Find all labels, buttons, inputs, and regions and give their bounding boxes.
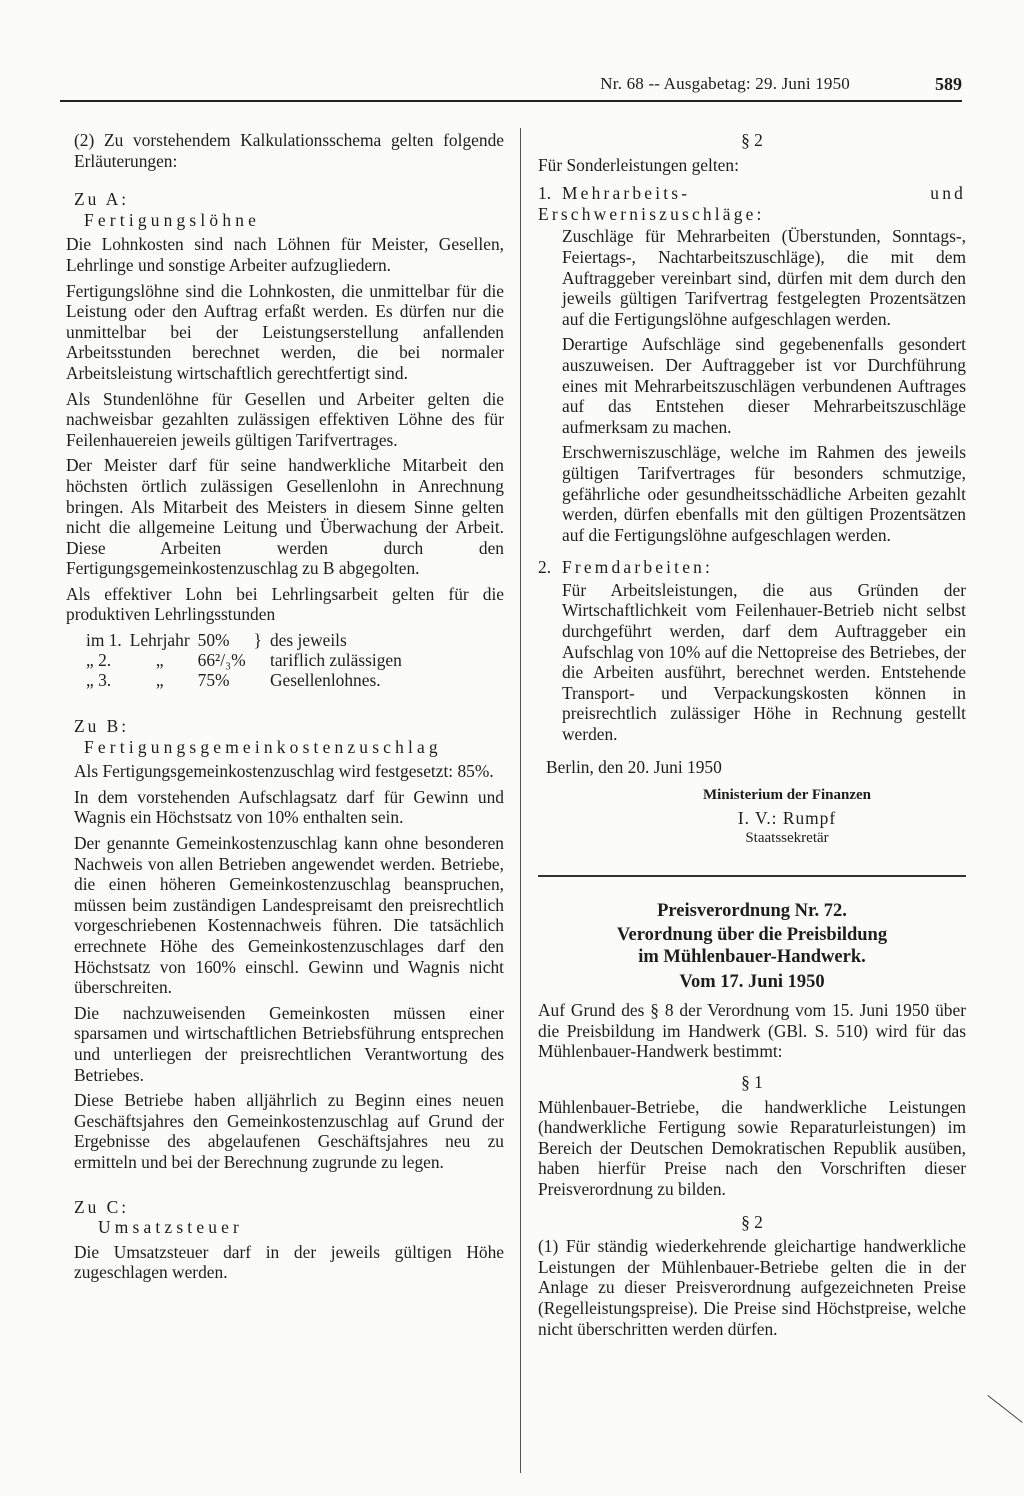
intro-paragraph: (2) Zu vorstehendem Kalkulationsschema gelten folgende Erläuterungen:	[74, 130, 504, 171]
table-cell: „	[155, 650, 164, 671]
paragraph: Auf Grund des § 8 der Verordnung vom 15. Juni 1950 über die Preisbildung im Handwerk (GBl. S. 510) wird für das Mühlenbauer-Handwerk bestimmt:	[538, 1000, 966, 1062]
place-date: Berlin, den 20. Juni 1950	[546, 756, 722, 777]
signer-name: I. V.: Rumpf	[737, 807, 837, 828]
table-cell: im 1.	[86, 630, 122, 651]
paragraph: Die Umsatzsteuer darf in der jeweils gültigen Höhe zugeschlagen werden.	[74, 1241, 504, 1283]
paragraph: Fertigungslöhne sind die Lohnkosten, die unmittelbar für die Leistung oder den Auftrag erfaßt werden. Es dürfen nur die unmittelbar bei der Leistungserstellung anfallenden Arbeitsstunden berechnet werden, die bei normaler Arbeitsleistung wirtschaftlich gerechtfertigt sind.	[66, 280, 504, 383]
paragraph: Als effektiver Lohn bei Lehrlingsarbeit gelten für die produktiven Lehrlingsstunden	[66, 583, 504, 625]
paragraph: In dem vorstehenden Aufschlagsatz darf für Gewinn und Wagnis ein Höchstsatz von 10% enthalten sein.	[74, 786, 504, 828]
paragraph: Als Stundenlöhne für Gesellen und Arbeiter gelten die nachweisbar gezahlten zulässigen effektiven Löhne des für Feilenhauereien jeweils gültigen Tarifvertrages.	[66, 388, 504, 450]
section-a-title: Fertigungslöhne	[84, 209, 261, 230]
ordinance-title: Preisverordnung Nr. 72.	[657, 901, 847, 921]
paragraph: Als Fertigungsgemeinkostenzuschlag wird festgesetzt: 85%.	[74, 761, 494, 782]
section-sign: § 1	[741, 1071, 763, 1092]
table-row	[82, 630, 406, 650]
intro-line: Für Sonderleistungen gelten:	[538, 154, 739, 175]
ordinance-date: Vom 17. Juni 1950	[679, 971, 825, 992]
table-cell: „	[155, 670, 164, 691]
section-b-title: Fertigungsgemeinkostenzuschlag	[84, 736, 442, 757]
paragraph: Diese Betriebe haben alljährlich zu Beginn eines neuen Geschäftsjahres den Gemeinkostenzuschlag auf Grund der Ergebnisse des abgelaufenen Geschäftsjahres neu zu ermitteln und bei der Berechnung zugrunde zu legen.	[74, 1090, 504, 1172]
paragraph: (1) Für ständig wiederkehrende gleichartige handwerkliche Leistungen der Mühlenbauer-Betriebe gelten die in der Anlage zu dieser Preisverordnung aufgezeichneten Preise (Regelleistungspreise). Die Preise sind Höchstpreise, welche nicht überschritten werden dürfen.	[538, 1236, 966, 1339]
item-title: Mehrarbeits- und Erschwerniszuschläge:	[538, 183, 966, 224]
section-separator	[538, 875, 966, 877]
table-cell: 75%	[197, 670, 230, 691]
item-number: 1.	[538, 183, 552, 204]
item-body	[538, 580, 966, 745]
section-sign: § 2	[741, 130, 763, 150]
left-column	[66, 130, 504, 1288]
table-cell: 50%	[197, 630, 230, 651]
table-cell: „ 2.	[86, 650, 112, 671]
section-a-label: Zu A:	[74, 189, 130, 210]
right-column	[538, 130, 966, 1344]
table-cell: des jeweils	[269, 630, 347, 651]
section-c-title: Umsatzsteuer	[98, 1217, 244, 1238]
table-cell: „ 3.	[86, 670, 112, 691]
paragraph: Erschwerniszuschläge, welche im Rahmen des jeweils gültigen Tarifvertrages für besonders schmutzige, gefährliche oder gesundheitsschädliche Arbeiten gezahlt werden, dürfen ebenfalls mit den gültigen Prozentsätzen auf die Fertigungslöhne aufgeschlagen werden.	[562, 442, 966, 545]
table-row	[82, 650, 406, 670]
apprentice-wage-table	[82, 630, 406, 690]
signature-block	[538, 757, 966, 849]
item-number: 2.	[538, 557, 552, 578]
section-b-label: Zu B:	[74, 716, 130, 737]
paragraph: Derartige Aufschläge sind gegebenenfalls gesondert auszuweisen. Der Auftraggeber ist vor Durchführung eines mit Mehrarbeitszuschlägen verbundenen Auftrages auf das Entstehen dieser Mehrarbeitszuschläge aufmerksam zu machen.	[562, 334, 966, 437]
page-header	[60, 70, 962, 102]
item-heading	[538, 183, 966, 224]
column-divider	[520, 128, 521, 1473]
paragraph: Der Meister darf für seine handwerkliche Mitarbeit den höchsten örtlich zulässigen Gesellenlohn in Anrechnung bringen. Als Mitarbeit des Meisters in diesem Sinne gelten nicht die allgemeine Leitung und Überwachung der Arbeit. Diese Arbeiten werden durch den Fertigungsgemeinkostenzuschlag zu B abgegolten.	[66, 455, 504, 579]
table-row	[82, 670, 406, 690]
paragraph: Die nachzuweisenden Gemeinkosten müssen einer sparsamen und wirtschaftlichen Betriebsführung entsprechen und unterliegen der preisrechtlichen Verantwortung des Betriebes.	[74, 1002, 504, 1085]
table-cell: tariflich zulässigen	[269, 650, 402, 671]
paragraph: Zuschläge für Mehrarbeiten (Überstunden, Sonntags-, Feiertags-, Nachtarbeitszuschläge), die mit dem Auftraggeber vereinbart sind, dürfen mit dem durch den jeweils gültigen Tarifvertrag festgelegten Prozentsätzen auf die Fertigungslöhne aufgeschlagen werden.	[562, 226, 966, 329]
ministry-name: Ministerium der Finanzen	[702, 787, 872, 804]
item-title: Fremdarbeiten:	[562, 557, 714, 578]
table-cell: 66²/₃%	[197, 650, 246, 671]
section-c-label: Zu C:	[74, 1196, 130, 1217]
ordinance-subtitle: Verordnung über die Preisbildung	[616, 924, 888, 945]
item-heading	[538, 557, 966, 578]
paragraph: Der genannte Gemeinkostenzuschlag kann ohne besonderen Nachweis von allen Betrieben angewendet werden. Betriebe, die einen höheren Gemeinkostenzuschlag beanspruchen, müssen beim zuständigen Landespreisamt den preisrechtlich vorgeschriebenen Kostennachweis führen. Die tatsächlich errechnete Höhe des Gemeinkostenzuschlages darf den Höchstsatz von 160% einschl. Gewinn und Wagnis nicht überschreiten.	[74, 833, 504, 998]
section-sign: § 2	[741, 1211, 763, 1232]
issue-info: Nr. 68 -- Ausgabetag: 29. Juni 1950	[600, 74, 850, 93]
ordinance-subtitle: im Mühlenbauer-Handwerk.	[638, 946, 866, 967]
table-cell: Gesellenlohnes.	[269, 670, 381, 691]
scan-mark	[987, 1395, 1022, 1423]
brace: }	[253, 630, 262, 651]
item-body	[538, 226, 966, 545]
paragraph: Für Arbeitsleistungen, die aus Gründen der Wirtschaftlichkeit vom Feilenhauer-Betrieb nicht selbst durchgeführt werden, darf dem Auftraggeber ein Aufschlag von 10% auf die Nettopreise des Betriebes, der die Arbeiten ausführt, berechnet werden. Entstehende Transport- und Verpackungskosten können in preisrechtlich zulässiger Höhe in Rechnung gestellt werden.	[562, 579, 966, 745]
signer-title: Staatssekretär	[745, 830, 829, 847]
page-number: 589	[935, 74, 962, 94]
paragraph: Die Lohnkosten sind nach Löhnen für Meister, Gesellen, Lehrlinge und sonstige Arbeiter aufzugliedern.	[66, 234, 504, 275]
paragraph: Mühlenbauer-Betriebe, die handwerkliche Leistungen (handwerkliche Fertigung sowie Reparaturleistungen) im Bereich der Deutschen Demokratischen Republik ausüben, haben hierfür Preise nach den Vorschriften dieser Preisverordnung zu bilden.	[538, 1096, 966, 1199]
table-cell: Lehrjahr	[129, 630, 190, 651]
